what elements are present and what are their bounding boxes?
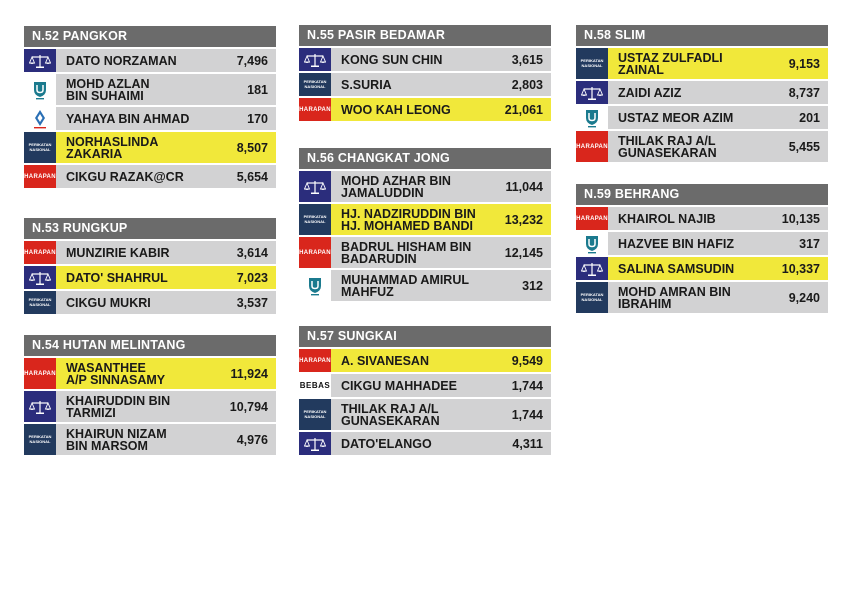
- candidate-name: A. SIVANESAN: [341, 353, 429, 368]
- vote-count: 2,803: [511, 77, 543, 92]
- candidate-name: SALINA SAMSUDIN: [618, 261, 735, 276]
- vote-count: 181: [247, 82, 268, 97]
- ph-logo-text: HARAPAN: [576, 215, 608, 222]
- vote-count: 4,311: [512, 436, 543, 451]
- ph-logo-text: HARAPAN: [24, 370, 56, 377]
- vote-count: 5,455: [788, 139, 820, 154]
- vote-count: 12,145: [504, 245, 543, 260]
- candidate-name: YAHAYA BIN AHMAD: [66, 111, 190, 126]
- pn-party-logo: [24, 424, 56, 455]
- bebas-logo-text: BEBAS: [299, 381, 331, 390]
- candidate-name: WASANTHEE A/P SINNASAMY: [66, 360, 166, 387]
- bn-party-logo: [24, 266, 56, 289]
- ph-party-logo: [576, 131, 608, 162]
- candidate-row-winner: [24, 358, 276, 389]
- pn-party-logo: [24, 291, 56, 314]
- candidate-row-winner: [24, 266, 276, 289]
- candidate-name: BADRUL HISHAM BIN BADARUDIN: [341, 239, 472, 266]
- constituency-title: N.52 PANGKOR: [24, 26, 276, 47]
- ph-party-logo: [24, 165, 56, 188]
- vote-count: 3,614: [236, 245, 268, 260]
- candidate-row: [299, 399, 551, 430]
- pejuang-party-logo: [299, 270, 331, 301]
- pn-party-logo: [299, 73, 331, 96]
- candidate-name: ZAIDI AZIZ: [618, 85, 682, 100]
- candidate-row-winner: [576, 48, 828, 79]
- candidate-name: THILAK RAJ A/L GUNASEKARAN: [618, 133, 717, 160]
- constituency-title: N.57 SUNGKAI: [299, 326, 551, 347]
- candidate-row-winner: [299, 204, 551, 235]
- pejuang-icon: [32, 80, 48, 100]
- pn-party-logo: [576, 282, 608, 313]
- bn-party-logo: [299, 171, 331, 202]
- candidate-name: MUNZIRIE KABIR: [66, 245, 170, 260]
- ph-logo-text: HARAPAN: [299, 357, 331, 364]
- vote-count: 9,549: [511, 353, 543, 368]
- vote-count: 9,240: [788, 290, 820, 305]
- candidate-name: USTAZ MEOR AZIM: [618, 110, 734, 125]
- ph-party-logo: [24, 358, 56, 389]
- candidate-row: [24, 424, 276, 455]
- pejuang-party-logo: [576, 232, 608, 255]
- pejuang-party-logo: [576, 106, 608, 129]
- candidate-name: HAZVEE BIN HAFIZ: [618, 236, 734, 251]
- candidate-row: [576, 131, 828, 162]
- ph-logo-text: HARAPAN: [24, 249, 56, 256]
- bn-party-logo: [576, 81, 608, 104]
- candidate-row: [576, 282, 828, 313]
- warisan-icon: [31, 109, 49, 129]
- ph-party-logo: [299, 98, 331, 121]
- vote-count: 7,496: [236, 53, 268, 68]
- constituency-title: N.54 HUTAN MELINTANG: [24, 335, 276, 356]
- bebas-party-logo: [299, 374, 331, 397]
- constituency-card: [24, 26, 276, 188]
- constituency-card: [576, 25, 828, 162]
- scales-icon: [29, 53, 51, 69]
- vote-count: 10,337: [781, 261, 820, 276]
- candidate-row: [24, 291, 276, 314]
- pejuang-party-logo: [24, 74, 56, 105]
- scales-icon: [304, 52, 326, 68]
- constituency-card: [24, 335, 276, 455]
- constituency-title: N.56 CHANGKAT JONG: [299, 148, 551, 169]
- vote-count: 11,044: [505, 179, 543, 194]
- bn-party-logo: [299, 432, 331, 455]
- candidate-name: KHAIROL NAJIB: [618, 211, 716, 226]
- constituency-title: N.59 BEHRANG: [576, 184, 828, 205]
- candidate-name: NORHASLINDA ZAKARIA: [66, 134, 159, 161]
- vote-count: 170: [247, 111, 268, 126]
- pn-logo-text: PERIKATAN NASIONAL: [28, 142, 52, 152]
- pn-logo-text: PERIKATAN NASIONAL: [580, 292, 604, 302]
- vote-count: 8,507: [236, 140, 268, 155]
- constituency-card: [24, 218, 276, 314]
- pn-logo-text: PERIKATAN NASIONAL: [303, 79, 327, 89]
- pn-party-logo: [576, 48, 608, 79]
- constituency-title: N.53 RUNGKUP: [24, 218, 276, 239]
- vote-count: 317: [799, 236, 820, 251]
- vote-count: 4,976: [236, 432, 268, 447]
- bn-party-logo: [24, 49, 56, 72]
- candidate-row-winner: [576, 257, 828, 280]
- candidate-name: HJ. NADZIRUDDIN BIN HJ. MOHAMED BANDI: [341, 206, 476, 233]
- candidate-name: THILAK RAJ A/L GUNASEKARAN: [341, 401, 440, 428]
- vote-count: 3,537: [236, 295, 268, 310]
- ph-logo-text: HARAPAN: [299, 106, 331, 113]
- candidate-row-winner: [24, 132, 276, 163]
- vote-count: 1,744: [511, 378, 543, 393]
- candidate-row: [24, 49, 276, 72]
- candidate-row: [299, 237, 551, 268]
- ph-logo-text: HARAPAN: [24, 173, 56, 180]
- constituency-card: [576, 184, 828, 313]
- candidate-row: [299, 48, 551, 71]
- warisan-party-logo: [24, 107, 56, 130]
- ph-party-logo: [576, 207, 608, 230]
- candidate-row: [299, 270, 551, 301]
- vote-count: 3,615: [511, 52, 543, 67]
- bn-party-logo: [576, 257, 608, 280]
- pn-logo-text: PERIKATAN NASIONAL: [303, 214, 327, 224]
- scales-icon: [29, 270, 51, 286]
- candidate-name: MUHAMMAD AMIRUL MAHFUZ: [341, 272, 469, 299]
- candidate-name: MOHD AZLAN BIN SUHAIMI: [66, 76, 150, 103]
- scales-icon: [29, 399, 51, 415]
- constituency-title: N.58 SLIM: [576, 25, 828, 46]
- candidate-row: [576, 207, 828, 230]
- candidate-name: MOHD AZHAR BIN JAMALUDDIN: [341, 173, 451, 200]
- constituency-card: [299, 25, 551, 121]
- candidate-row-winner: [299, 98, 551, 121]
- pn-logo-text: PERIKATAN NASIONAL: [580, 58, 604, 68]
- candidate-row: [299, 73, 551, 96]
- candidate-name: DATO NORZAMAN: [66, 53, 177, 68]
- vote-count: 8,737: [788, 85, 820, 100]
- pn-logo-text: PERIKATAN NASIONAL: [303, 409, 327, 419]
- constituency-card: [299, 148, 551, 301]
- ph-party-logo: [299, 237, 331, 268]
- pn-party-logo: [24, 132, 56, 163]
- vote-count: 1,744: [511, 407, 543, 422]
- candidate-name: KONG SUN CHIN: [341, 52, 443, 67]
- candidate-row: [576, 106, 828, 129]
- pn-logo-text: PERIKATAN NASIONAL: [28, 434, 52, 444]
- pn-party-logo: [299, 399, 331, 430]
- candidate-name: S.SURIA: [341, 77, 392, 92]
- ph-logo-text: HARAPAN: [576, 143, 608, 150]
- vote-count: 5,654: [236, 169, 268, 184]
- constituency-title: N.55 PASIR BEDAMAR: [299, 25, 551, 46]
- candidate-row: [299, 374, 551, 397]
- pn-logo-text: PERIKATAN NASIONAL: [28, 297, 52, 307]
- candidate-name: CIKGU MAHHADEE: [341, 378, 457, 393]
- ph-logo-text: HARAPAN: [299, 249, 331, 256]
- bn-party-logo: [24, 391, 56, 422]
- constituency-card: [299, 326, 551, 455]
- pn-party-logo: [299, 204, 331, 235]
- vote-count: 9,153: [788, 56, 820, 71]
- scales-icon: [304, 436, 326, 452]
- candidate-name: KHAIRUN NIZAM BIN MARSOM: [66, 426, 167, 453]
- candidate-name: DATO'ELANGO: [341, 436, 432, 451]
- vote-count: 11,924: [230, 366, 268, 381]
- scales-icon: [304, 179, 326, 195]
- candidate-row-winner: [299, 349, 551, 372]
- scales-icon: [581, 261, 603, 277]
- candidate-row: [24, 165, 276, 188]
- candidate-row: [24, 241, 276, 264]
- vote-count: 7,023: [236, 270, 268, 285]
- pejuang-icon: [307, 276, 323, 296]
- ph-party-logo: [299, 349, 331, 372]
- pejuang-icon: [584, 108, 600, 128]
- scales-icon: [581, 85, 603, 101]
- candidate-row: [24, 391, 276, 422]
- candidate-row: [24, 107, 276, 130]
- candidate-row: [576, 81, 828, 104]
- vote-count: 10,135: [781, 211, 820, 226]
- candidate-name: CIKGU MUKRI: [66, 295, 151, 310]
- candidate-name: CIKGU RAZAK@CR: [66, 169, 184, 184]
- candidate-row: [576, 232, 828, 255]
- vote-count: 10,794: [229, 399, 268, 414]
- bn-party-logo: [299, 48, 331, 71]
- vote-count: 312: [522, 278, 543, 293]
- pejuang-icon: [584, 234, 600, 254]
- candidate-name: DATO' SHAHRUL: [66, 270, 168, 285]
- candidate-row: [24, 74, 276, 105]
- ph-party-logo: [24, 241, 56, 264]
- candidate-name: KHAIRUDDIN BIN TARMIZI: [66, 393, 171, 420]
- candidate-row: [299, 432, 551, 455]
- vote-count: 21,061: [504, 102, 543, 117]
- vote-count: 13,232: [504, 212, 543, 227]
- vote-count: 201: [799, 110, 820, 125]
- candidate-name: WOO KAH LEONG: [341, 102, 451, 117]
- candidate-name: MOHD AMRAN BIN IBRAHIM: [618, 284, 731, 311]
- candidate-name: USTAZ ZULFADLI ZAINAL: [618, 50, 723, 77]
- candidate-row: [299, 171, 551, 202]
